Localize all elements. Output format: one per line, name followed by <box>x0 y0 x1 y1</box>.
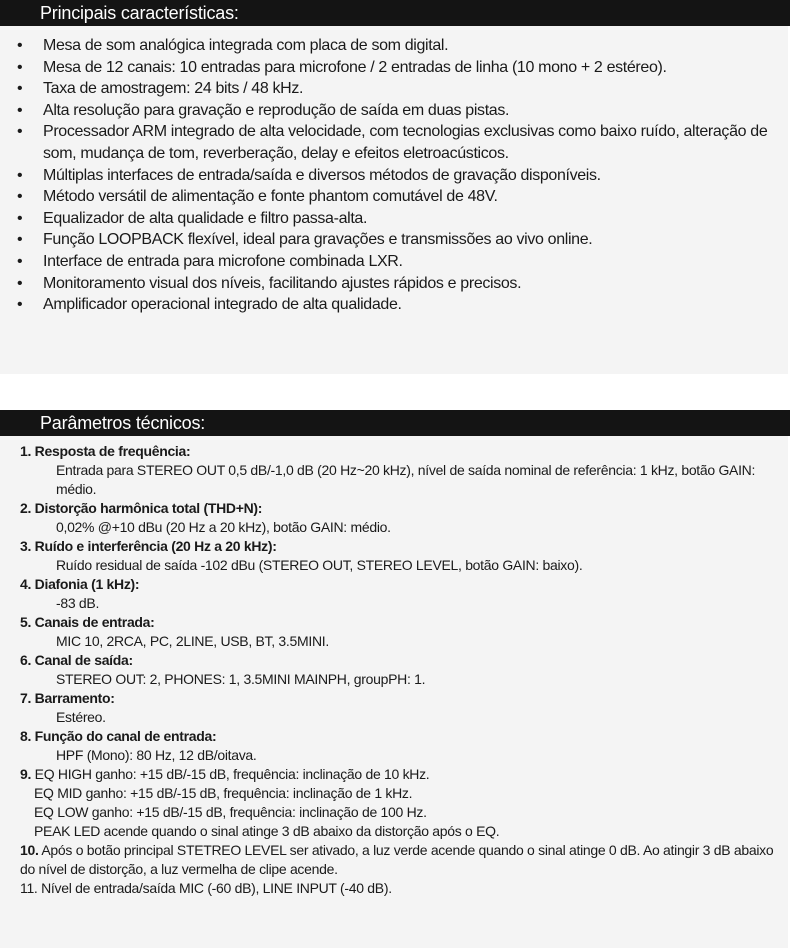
param-body: Ruído residual de saída -102 dBu (STEREO OUT, STEREO LEVEL, botão GAIN: baixo). <box>56 557 583 573</box>
list-item: • Mesa de 12 canais: 10 entradas para microfone / 2 entradas de linha (10 mono + 2 estéreo). <box>43 57 778 79</box>
list-item: • Interface de entrada para microfone combinada LXR. <box>43 251 778 273</box>
list-item: • Alta resolução para gravação e reprodução de saída em duas pistas. <box>43 100 778 122</box>
features-list <box>0 35 788 316</box>
list-item: • Método versátil de alimentação e fonte phantom comutável de 48V. <box>43 186 778 208</box>
eq-mid-line: EQ MID ganho: +15 dB/-15 dB, frequência: inclinação de 1 kHz. <box>34 785 413 801</box>
features-header <box>0 0 790 26</box>
param-number: 10. <box>20 842 39 858</box>
params-panel <box>0 436 788 948</box>
param-noise <box>0 537 788 575</box>
param-master-level <box>0 841 788 879</box>
param-eq <box>0 765 788 841</box>
eq-high-line <box>0 765 788 784</box>
list-item: • Monitoramento visual dos níveis, facilitando ajustes rápidos e precisos. <box>43 273 778 295</box>
param-body: Entrada para STEREO OUT 0,5 dB/-1,0 dB (20 Hz~20 kHz), nível de saída nominal de referência: 1 kHz, botão GAIN: médio. <box>56 462 756 497</box>
param-bus <box>0 689 788 727</box>
features-panel <box>0 26 788 374</box>
list-item: • Mesa de som analógica integrada com placa de som digital. <box>43 35 778 57</box>
param-input-channels <box>0 613 788 651</box>
param-output-channel <box>0 651 788 689</box>
param-input-function <box>0 727 788 765</box>
param-body: Após o botão principal STETREO LEVEL ser ativado, a luz verde acende quando o sinal atinge 0 dB. Ao atingir 3 dB abaixo do nível de distorção, a luz vermelha de clipe acende. <box>20 842 774 877</box>
eq-low-line: EQ LOW ganho: +15 dB/-15 dB, frequência: inclinação de 100 Hz. <box>34 804 427 820</box>
param-number: 9. <box>20 766 32 782</box>
param-thd <box>0 499 788 537</box>
param-body: HPF (Mono): 80 Hz, 12 dB/oitava. <box>56 747 257 763</box>
features-title: Principais características: <box>40 3 239 23</box>
param-title: 1. Resposta de frequência: <box>20 443 191 459</box>
param-title: 6. Canal de saída: <box>20 652 133 668</box>
list-item: • Processador ARM integrado de alta velocidade, com tecnologias exclusivas como baixo ruído, alteração de som, mudança de tom, reverberação, delay e efeitos eletroacústicos. <box>43 121 778 164</box>
param-title: 7. Barramento: <box>20 690 115 706</box>
param-title: 5. Canais de entrada: <box>20 614 155 630</box>
list-item: • Função LOOPBACK flexível, ideal para gravações e transmissões ao vivo online. <box>43 229 778 251</box>
param-frequency-response <box>0 442 788 499</box>
eq-high-text: EQ HIGH ganho: +15 dB/-15 dB, frequência: inclinação de 10 kHz. <box>34 766 430 782</box>
param-title: 3. Ruído e interferência (20 Hz a 20 kHz): <box>20 538 277 554</box>
param-io-level: 11. Nível de entrada/saída MIC (-60 dB), LINE INPUT (-40 dB). <box>20 880 392 896</box>
list-item: • Múltiplas interfaces de entrada/saída e diversos métodos de gravação disponíveis. <box>43 165 778 187</box>
param-title: 4. Diafonia (1 kHz): <box>20 576 140 592</box>
param-title: 2. Distorção harmônica total (THD+N): <box>20 500 263 516</box>
params-title: Parâmetros técnicos: <box>40 413 206 433</box>
param-body: Estéreo. <box>56 709 106 725</box>
list-item: • Equalizador de alta qualidade e filtro passa-alta. <box>43 208 778 230</box>
param-body: MIC 10, 2RCA, PC, 2LINE, USB, BT, 3.5MINI. <box>56 633 329 649</box>
param-body: STEREO OUT: 2, PHONES: 1, 3.5MINI MAINPH, groupPH: 1. <box>56 671 426 687</box>
peak-led-line: PEAK LED acende quando o sinal atinge 3 dB abaixo da distorção após o EQ. <box>34 823 500 839</box>
param-body: 0,02% @+10 dBu (20 Hz a 20 kHz), botão GAIN: médio. <box>56 519 391 535</box>
list-item: • Amplificador operacional integrado de alta qualidade. <box>43 294 778 316</box>
section-gap <box>0 374 790 410</box>
param-crosstalk <box>0 575 788 613</box>
params-header <box>0 410 790 436</box>
list-item: • Taxa de amostragem: 24 bits / 48 kHz. <box>43 78 778 100</box>
param-title: 8. Função do canal de entrada: <box>20 728 217 744</box>
param-body: -83 dB. <box>56 595 100 611</box>
